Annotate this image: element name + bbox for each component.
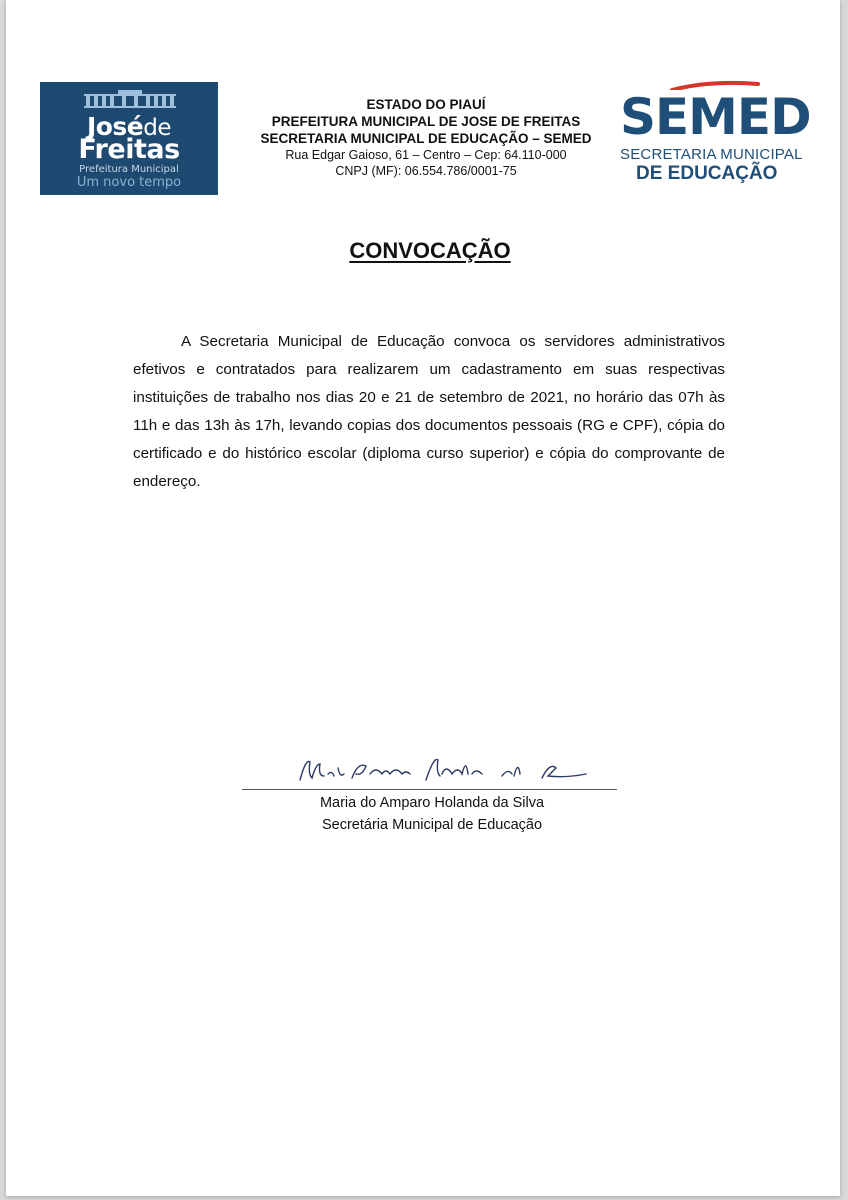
signatory-role: Secretária Municipal de Educação bbox=[321, 817, 543, 833]
signature-line bbox=[242, 789, 617, 790]
state-name: ESTADO DO PIAUÍ bbox=[366, 97, 486, 112]
cnpj: CNPJ (MF): 06.554.786/0001-75 bbox=[335, 164, 517, 178]
semed-line2: DE EDUCAÇÃO bbox=[636, 163, 778, 184]
logo-town-line1: Joséde bbox=[86, 112, 172, 141]
signature-block bbox=[242, 752, 622, 842]
jose-de-freitas-logo bbox=[40, 82, 218, 195]
signatory-name: Maria do Amparo Holanda da Silva bbox=[319, 795, 545, 811]
handwritten-signature bbox=[286, 752, 626, 792]
document-body: A Secretaria Municipal de Educação convoca os servidores administrativos efetivos e contratados para realizarem um cadastramento em suas respectivas instituições de trabalho nos dias 20 e 21 de setembro de 2021, no horário das 07h às 11h e das 13h às 17h, levando copias dos documentos pessoais (RG e CPF), cópia do certificado e do histórico escolar (diploma curso superior) e cópia do comprovante de endereço. bbox=[133, 333, 725, 490]
document-title: CONVOCAÇÃO bbox=[349, 238, 511, 263]
prefecture-name: PREFEITURA MUNICIPAL DE JOSE DE FREITAS bbox=[271, 114, 581, 129]
logo-slogan: Um novo tempo bbox=[76, 175, 182, 190]
semed-logo bbox=[616, 74, 811, 194]
semed-line1: SECRETARIA MUNICIPAL bbox=[620, 146, 803, 163]
document-page bbox=[6, 0, 840, 1196]
address: Rua Edgar Gaioso, 61 – Centro – Cep: 64.110-000 bbox=[285, 148, 567, 162]
letterhead bbox=[216, 96, 636, 179]
secretariat-name: SECRETARIA MUNICIPAL DE EDUCAÇÃO – SEMED bbox=[260, 131, 592, 146]
logo-subtitle: Prefeitura Municipal bbox=[79, 164, 179, 175]
semed-acronym: SEMED bbox=[620, 88, 811, 146]
logo-town-line2: Freitas bbox=[78, 134, 180, 165]
signatory-block bbox=[242, 792, 622, 836]
